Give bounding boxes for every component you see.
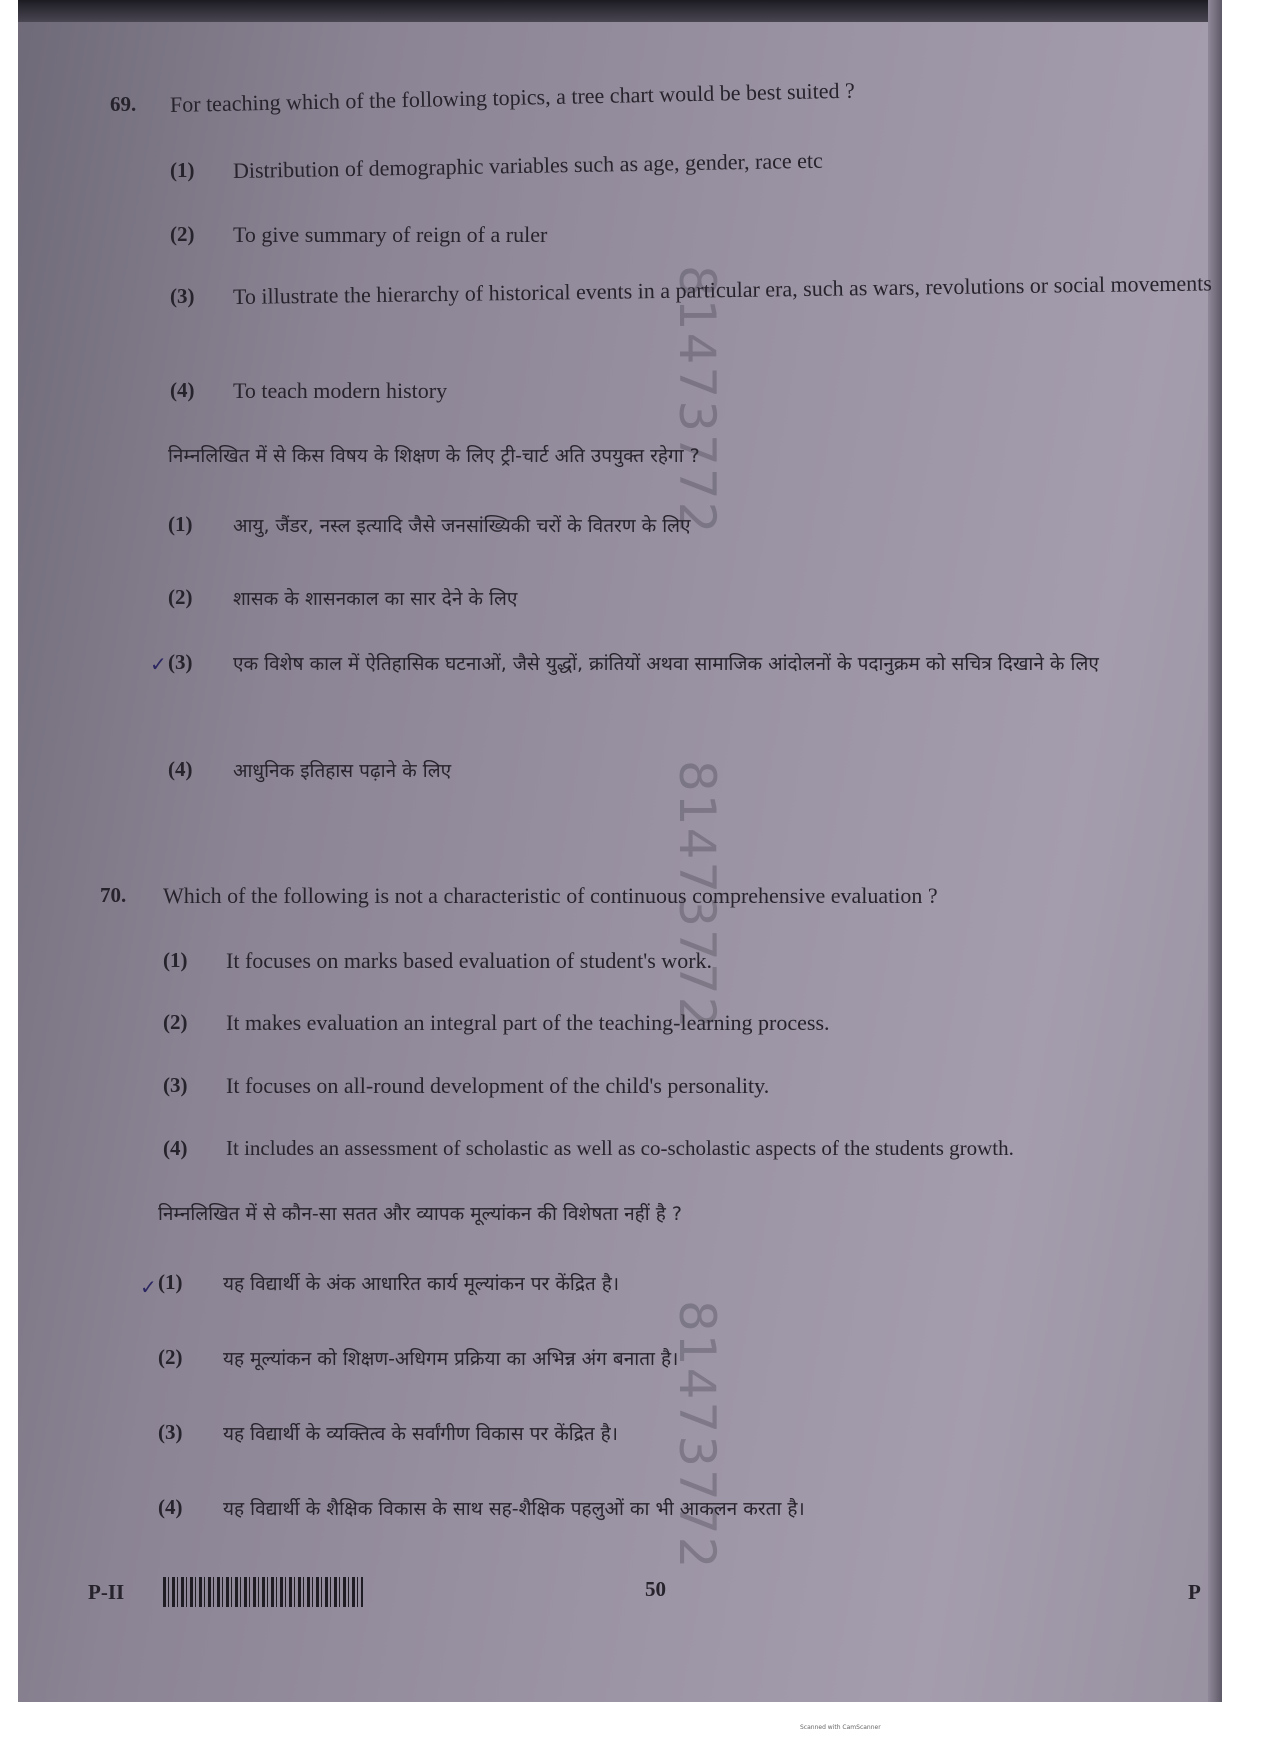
option-number: (3) [163,1073,188,1097]
watermark: 81473772 [668,760,726,1031]
watermark: 81473772 [668,1300,726,1571]
question-number: 70. [100,883,127,907]
option-text-hindi: यह मूल्यांकन को शिक्षण-अधिगम प्रक्रिया का अभिन्न अंग बनाता है। [223,1348,679,1370]
option-text-hindi: यह विद्यार्थी के शैक्षिक विकास के साथ सह-शैक्षिक पहलुओं का भी आकलन करता है। [223,1498,805,1520]
question-text-hindi: निम्नलिखित में से कौन-सा सतत और व्यापक मूल्यांकन की विशेषता नहीं है ? [158,1203,682,1225]
option-text-hindi: शासक के शासनकाल का सार देने के लिए [233,588,518,610]
option-number: (3) [158,1420,183,1444]
option-number: (1) [163,948,188,972]
question-text: Which of the following is not a characteristic of continuous comprehensive evaluation ? [163,883,938,908]
option-text-hindi: आधुनिक इतिहास पढ़ाने के लिए [233,760,452,782]
scanned-page-photo [18,0,1222,1702]
option-text-hindi: यह विद्यार्थी के अंक आधारित कार्य मूल्यांकन पर केंद्रित है। [223,1273,620,1295]
option-number: (2) [158,1345,183,1369]
page-edge [1208,0,1222,1702]
option-text: To teach modern history [233,378,448,403]
question-text: For teaching which of the following topics, a tree chart would be best suited ? [169,77,855,117]
scanner-caption: Scanned with CamScanner [800,1724,881,1731]
option-number: (1) [170,158,195,182]
option-text-hindi: यह विद्यार्थी के व्यक्तित्व के सर्वांगीण विकास पर केंद्रित है। [223,1423,618,1445]
option-number: (4) [170,378,195,402]
top-shadow [18,0,1222,22]
option-number: (4) [168,757,193,781]
option-text: To illustrate the hierarchy of historical events in a particular era, such as wars, revolutions or social movements [232,270,1213,309]
watermark: 81473772 [668,265,726,536]
option-number: (1) [168,512,193,536]
handwritten-tick: ✓ [140,1275,157,1299]
option-number: (3) [168,650,193,674]
page-number: 50 [645,1577,666,1601]
option-text-hindi: आयु, जैंडर, नस्ल इत्यादि जैसे जनसांख्यिकी चरों के वितरण के लिए [233,515,691,537]
option-text-hindi: एक विशेष काल में ऐतिहासिक घटनाओं, जैसे युद्धों, क्रांतियों अथवा सामाजिक आंदोलनों के पदानुक्रम को सचित्र दिखाने के लिए [233,653,1099,675]
set-code: P [1188,1580,1201,1604]
option-number: (2) [168,585,193,609]
option-number: (4) [158,1495,183,1519]
option-text: Distribution of demographic variables such as age, gender, race etc [232,147,823,183]
option-text: It makes evaluation an integral part of the teaching-learning process. [226,1010,830,1035]
barcode [163,1577,363,1607]
question-number: 69. [110,92,137,116]
option-text: To give summary of reign of a ruler [233,222,548,247]
paper-code: P-II [88,1580,125,1604]
option-text: It focuses on marks based evaluation of student's work. [226,948,713,973]
option-text: It includes an assessment of scholastic as well as co-scholastic aspects of the students growth. [226,1136,1014,1160]
option-text: It focuses on all-round development of the child's personality. [226,1073,770,1098]
handwritten-tick: ✓ [150,652,167,676]
option-number: (4) [163,1136,188,1160]
option-number: (2) [170,222,195,246]
question-text-hindi: निम्नलिखित में से किस विषय के शिक्षण के लिए ट्री-चार्ट अति उपयुक्त रहेगा ? [168,445,700,467]
option-number: (2) [163,1010,188,1034]
option-number: (3) [170,284,195,308]
option-number: (1) [158,1270,183,1294]
